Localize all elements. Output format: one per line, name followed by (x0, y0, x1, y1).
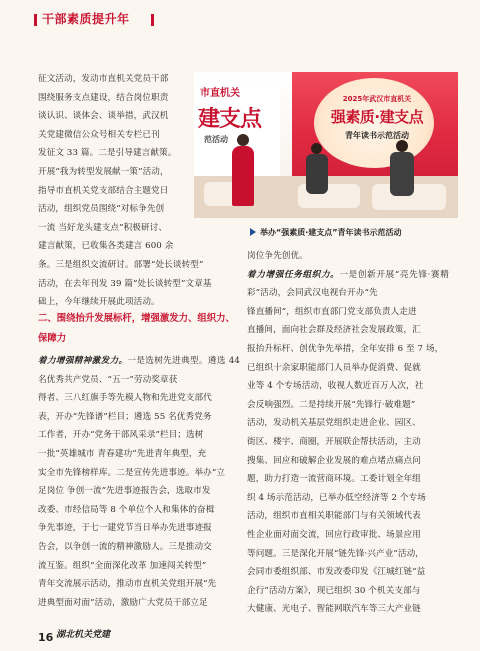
text-line: 搜集、回应和破解企业发展的难点堵点痛点问 (247, 455, 421, 466)
text-line: 工作者，开办“党务干部风采录”栏目；选树 (38, 430, 204, 441)
right-column (247, 247, 449, 619)
text-line: 街区、楼宇、商圈，开展联企帮扶活动，主动 (247, 436, 421, 447)
text-line: 谈认识、谈体会、谈举措，武汉机 (38, 111, 169, 122)
paragraph-first-line (38, 352, 240, 389)
text-line: 一是创新开展“亮先锋·赛精彩”活动，会同武汉电视台开办“先 (247, 269, 449, 299)
guest-figure (390, 152, 414, 196)
page-footer (38, 626, 238, 644)
caption-text: 举办“强素质·建支点”青年读书示范活动 (260, 228, 402, 237)
photo-caption (250, 227, 460, 238)
text-line: 报抬升标杆、创优争先举措，全年安排 6 至 7 场， (247, 343, 444, 354)
magazine-name: 湖北机关党建 (56, 630, 111, 640)
left-column-wide (38, 256, 240, 312)
text-line: 活动，组织市直相关职能部门与有关领域代表 (247, 511, 421, 522)
caption-triangle-icon (250, 228, 256, 236)
header-right-bar (151, 14, 154, 26)
banner-right-line2: 强素质·建支点 (330, 108, 424, 126)
text-line: 关党建微信公众号相关专栏已刊 (38, 129, 160, 140)
text-line: 发征文 33 篇。二是引导建言献策。 (38, 148, 177, 159)
text-line: 流互鉴。组织“全面深化改革 加速闯关转型” (38, 560, 207, 571)
text-line: 争先事迹，于七一建党节当日举办先进事迹报 (38, 523, 212, 534)
text-line: 指导市直机关党支部结合主题党日 (38, 185, 169, 196)
text-line: 会反响强烈。二是持续开展“先锋行·破难题” (247, 399, 416, 410)
text-line: 征文活动，发动市直机关党员干部 (38, 74, 169, 84)
text-line: 活动，发动机关基层党组织走进企业、园区、 (247, 418, 421, 429)
page-number: 16 (38, 631, 54, 644)
text-line: 题，助力打造一流营商环境。工委计划全年组 (247, 474, 421, 485)
text-line: 改委、市经信局等 8 个单位个人和集体的奋楫 (38, 504, 215, 515)
left-column-bottom (38, 352, 240, 612)
text-line: 告会，以争创一流的精神激励人。三是推动交 (38, 541, 212, 552)
text-line: 活动，在去年刊发 39 篇“处长谈转型”文章基 (38, 278, 212, 289)
text-line: 企行”活动方案》，现已组织 30 个机关支部与 (247, 585, 421, 596)
text-line: 活动，组织党员围绕“对标争先创 (38, 204, 165, 215)
text-line: 等问题。三是深化开展“链先锋·兴产业”活动， (247, 548, 425, 559)
banner-right-line3: 青年读书示范活动 (345, 131, 409, 140)
guest-figure (306, 154, 328, 194)
text-line: 锋直播间”，组织市直部门党支部负责人走进 (247, 306, 417, 317)
banner-left-small: 市直机关 (200, 88, 240, 99)
event-photo (194, 72, 458, 218)
text-line: 直播间，面向社会群及经济社会发展政策，汇 (247, 325, 421, 336)
lead-phrase: 着力增强精神激发力。 (38, 356, 128, 366)
text-line: 青年交流展示活动，推动市直机关党组开展“先 (38, 579, 217, 590)
text-line: 得者、三八红旗手等先模人物和先进党支部代 (38, 393, 212, 404)
text-line: 一流 当好龙头建支点”积极研讨、 (38, 222, 168, 233)
banner-left-big: 建支点 (198, 107, 262, 132)
section-heading (38, 309, 240, 349)
text-line: 已组织十余家职能部门人员举办促消费、促就 (247, 362, 421, 373)
host-figure (232, 146, 254, 206)
text-line: 性企业面对面交流，回应行政审批、场景应用 (247, 529, 421, 540)
lead-phrase: 着力增强任务组织力。 (247, 269, 340, 280)
text-line: 条。三是组织交流研讨。部署“处长谈转型” (38, 260, 204, 270)
text-line: 础上，今年继续开展此项活动。 (38, 297, 160, 308)
text-line: 业等 4 个专场活动，收视人数近百万人次，社 (247, 381, 424, 392)
text-line: 建言献策，已收集各类建言 600 余 (38, 241, 174, 252)
section-heading-line: 保障力 (38, 333, 67, 344)
text-line: 足岗位 争创一流”先进事迹报告会，选取市发 (38, 486, 211, 497)
page-header (0, 0, 480, 44)
text-line: 实全市先锋榜样库。二是宣传先进事迹。举办“立 (38, 467, 226, 478)
text-line: 大健康、光电子、智能网联汽车等三大产业链 (247, 604, 421, 615)
text-line: 表，开办“先锋谱”栏目；遴选 55 名优秀党务 (38, 411, 212, 422)
banner-right-line1: 2025年武汉市直机关 (342, 95, 412, 103)
left-column-top (38, 70, 188, 256)
header-left-bar (34, 14, 37, 26)
text-line: 岗位争先创优。 (247, 251, 308, 261)
text-line: 围绕服务支点建设，结合岗位职责 (38, 92, 169, 103)
paragraph-first-line (247, 266, 449, 303)
section-heading-line: 二、围绕抬升发展标杆，增强激发力、组织力、 (38, 313, 235, 324)
text-line: 一批“英雄城市 青春建功”先进青年典型，充 (38, 448, 207, 459)
text-line: 开展“我为转型发展献一策”活动， (38, 166, 169, 177)
banner-left-sub: 范活动 (204, 135, 228, 144)
text-line: 一是选树先进典型。遴选 44 名优秀共产党员、“五一”劳动奖章获 (38, 356, 240, 385)
text-line: 进典型面对面”活动，激励广大党员干部立足 (38, 597, 208, 608)
text-line: 会同市委组织部、市发改委印发《江城红链“益 (247, 567, 426, 578)
section-title: 干部素质提升年 (42, 12, 130, 26)
text-line: 织 4 场示范活动，已举办低空经济等 2 个专场 (247, 492, 426, 503)
